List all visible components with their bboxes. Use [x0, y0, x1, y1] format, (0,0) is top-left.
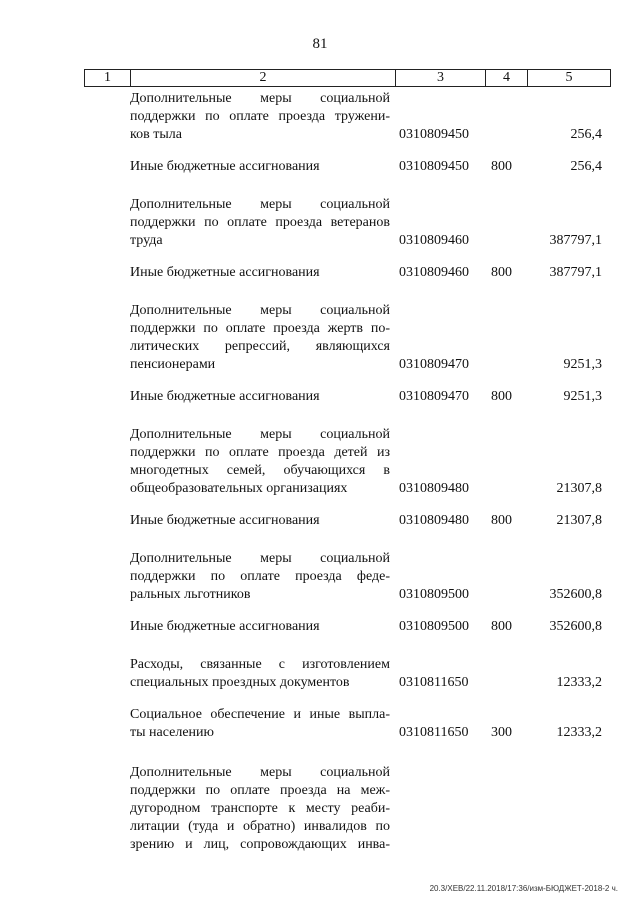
target-article-code: 0310811650: [399, 725, 469, 740]
row-description-line: Дополнительные меры социальной: [130, 551, 390, 566]
amount-value: 256,4: [570, 127, 602, 142]
row-description-line: общеобразовательных организациях: [130, 481, 348, 496]
expense-type-code: 800: [491, 159, 512, 174]
row-description-line: поддержки по оплате проезда тружени-: [130, 109, 390, 124]
row-description-line: ты населению: [130, 725, 214, 740]
row-description-line: зрению и лиц, сопровождающих инва-: [130, 837, 390, 852]
row-description: [130, 90, 390, 144]
column-header-3: 3: [396, 70, 486, 87]
target-article-code: 0310809460: [399, 233, 469, 248]
row-description-line: Дополнительные меры социальной: [130, 197, 390, 212]
row-description-line: литации (туда и обратно) инвалидов по: [130, 819, 390, 834]
row-description-line: специальных проездных документов: [130, 675, 350, 690]
row-description-line: Расходы, связанные с изготовлением: [130, 657, 390, 672]
row-description-line: литических репрессий, являющихся: [130, 339, 390, 354]
row-description-line: поддержки по оплате проезда феде-: [130, 569, 390, 584]
expense-type-code: 800: [491, 619, 512, 634]
amount-value: 352600,8: [549, 587, 602, 602]
amount-value: 12333,2: [556, 725, 602, 740]
row-description-line: Дополнительные меры социальной: [130, 765, 390, 780]
target-article-code: 0310809500: [399, 587, 469, 602]
row-description: [130, 764, 390, 854]
row-description-line: дугородном транспорте к месту реаби-: [130, 801, 390, 816]
column-header-4: 4: [486, 70, 528, 87]
amount-value: 21307,8: [556, 513, 602, 528]
target-article-code: 0310811650: [399, 675, 469, 690]
row-description: [130, 264, 390, 282]
row-description-line: Дополнительные меры социальной: [130, 427, 390, 442]
expense-type-code: 800: [491, 265, 512, 280]
column-header-5: 5: [528, 70, 611, 87]
row-description: [130, 302, 390, 374]
target-article-code: 0310809450: [399, 159, 469, 174]
target-article-code: 0310809470: [399, 389, 469, 404]
amount-value: 352600,8: [549, 619, 602, 634]
amount-value: 9251,3: [563, 389, 602, 404]
column-header-2: 2: [131, 70, 396, 87]
target-article-code: 0310809450: [399, 127, 469, 142]
expense-type-code: 300: [491, 725, 512, 740]
row-description: [130, 388, 390, 406]
target-article-code: 0310809480: [399, 513, 469, 528]
row-description: [130, 158, 390, 176]
row-description-line: ральных льготников: [130, 587, 251, 602]
amount-value: 21307,8: [556, 481, 602, 496]
row-description-line: Дополнительные меры социальной: [130, 303, 390, 318]
amount-value: 9251,3: [563, 357, 602, 372]
row-description: [130, 426, 390, 498]
row-description-line: многодетных семей, обучающихся в: [130, 463, 390, 478]
amount-value: 387797,1: [549, 233, 602, 248]
row-description-line: ков тыла: [130, 127, 182, 142]
row-description-line: поддержки по оплате проезда ветеранов: [130, 215, 390, 230]
row-description-line: Иные бюджетные ассигнования: [130, 159, 320, 174]
amount-value: 387797,1: [549, 265, 602, 280]
row-description-line: пенсионерами: [130, 357, 216, 372]
target-article-code: 0310809460: [399, 265, 469, 280]
row-description-line: Дополнительные меры социальной: [130, 91, 390, 106]
row-description-line: поддержки по оплате проезда на меж-: [130, 783, 390, 798]
footer-stamp: 20.3/ХЕВ/22.11.2018/17:36/изм-БЮДЖЕТ-2018-2 ч.: [429, 884, 618, 893]
expense-type-code: 800: [491, 389, 512, 404]
row-description-line: Иные бюджетные ассигнования: [130, 619, 320, 634]
column-header-table: [84, 69, 611, 87]
amount-value: 12333,2: [556, 675, 602, 690]
column-header-1: 1: [85, 70, 131, 87]
column-header-row: [85, 70, 611, 87]
row-description-line: поддержки по оплате проезда жертв по-: [130, 321, 390, 336]
row-description: [130, 550, 390, 604]
row-description-line: Иные бюджетные ассигнования: [130, 265, 320, 280]
target-article-code: 0310809480: [399, 481, 469, 496]
row-description: [130, 706, 390, 742]
target-article-code: 0310809470: [399, 357, 469, 372]
row-description-line: труда: [130, 233, 163, 248]
row-description: [130, 196, 390, 250]
page-number: 81: [312, 36, 328, 52]
expense-type-code: 800: [491, 513, 512, 528]
row-description-line: Иные бюджетные ассигнования: [130, 389, 320, 404]
amount-value: 256,4: [570, 159, 602, 174]
row-description: [130, 656, 390, 692]
row-description-line: Иные бюджетные ассигнования: [130, 513, 320, 528]
row-description: [130, 618, 390, 636]
target-article-code: 0310809500: [399, 619, 469, 634]
row-description: [130, 512, 390, 530]
row-description-line: Социальное обеспечение и иные выпла-: [130, 707, 390, 722]
row-description-line: поддержки по оплате проезда детей из: [130, 445, 390, 460]
